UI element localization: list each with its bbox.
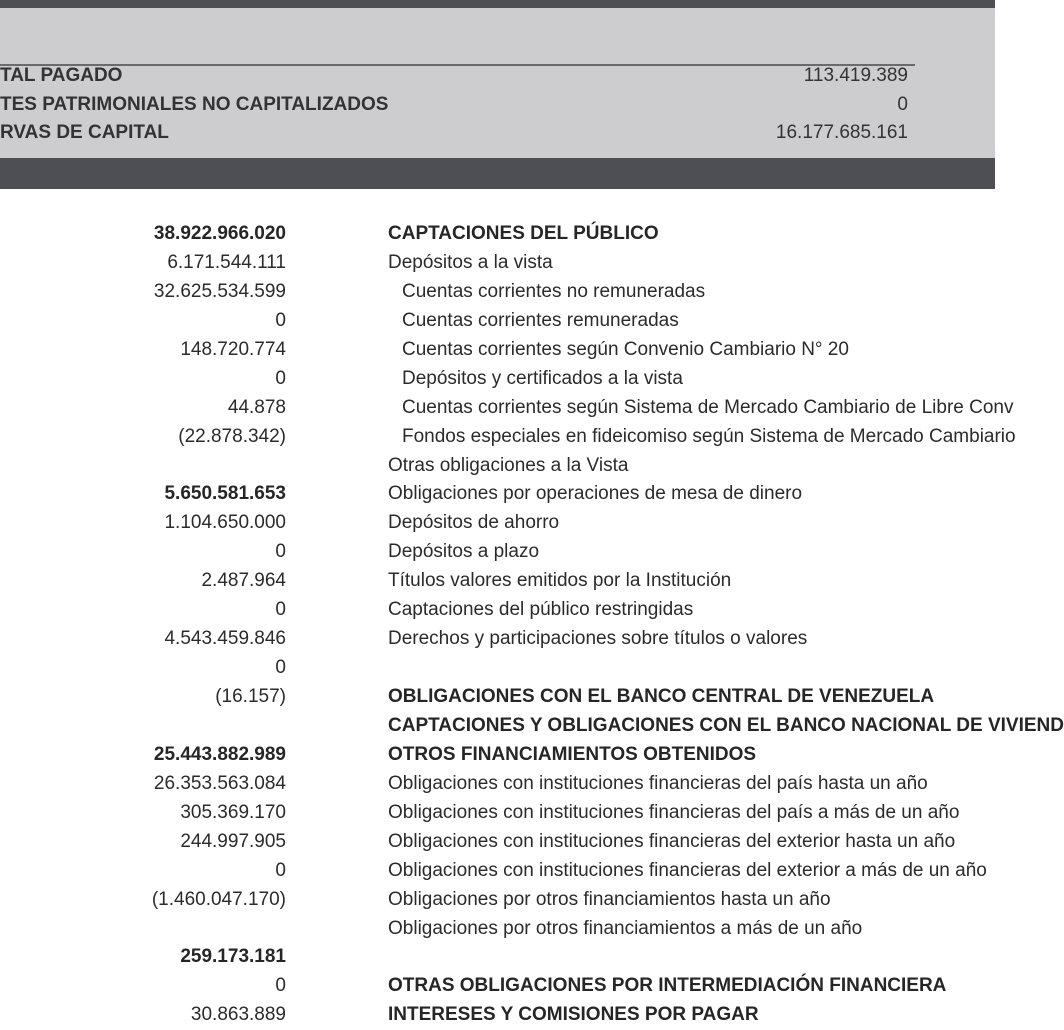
panel-row-label: TAL PAGADO — [0, 65, 123, 86]
account-label: Obligaciones con instituciones financieras del país a más de un año — [388, 801, 960, 823]
amount-cell: 2.487.964 — [201, 570, 286, 592]
amount-cell: 26.353.563.084 — [153, 772, 286, 794]
section-heading: OTRAS OBLIGACIONES POR INTERMEDIACIÓN FINANCIERA — [388, 975, 947, 997]
panel-row-capital-pagado — [0, 65, 995, 93]
amount-cell — [0, 915, 286, 944]
account-label — [388, 943, 995, 972]
section-heading: CAPTACIONES Y OBLIGACIONES CON EL BANCO NACIONAL DE VIVIEND — [388, 714, 1064, 736]
account-label: Depósitos a plazo — [388, 541, 540, 563]
account-label: Cuentas corrientes según Convenio Cambiario N° 20 — [402, 338, 849, 360]
amount-cell: 6.171.544.111 — [167, 251, 286, 273]
amount-cell: (22.878.342) — [178, 425, 286, 447]
account-label: Depósitos de ahorro — [388, 512, 560, 534]
account-label — [388, 654, 995, 683]
account-label: Derechos y participaciones sobre títulos o valores — [388, 628, 808, 650]
amount-cell — [0, 712, 286, 741]
amount-cell: 38.922.966.020 — [153, 223, 286, 244]
amount-cell — [0, 452, 286, 481]
account-label: Obligaciones con instituciones financieras del exterior hasta un año — [388, 830, 956, 852]
account-label: Depósitos a la vista — [388, 251, 553, 273]
amount-cell: 305.369.170 — [180, 801, 286, 823]
amount-cell: 148.720.774 — [180, 338, 286, 360]
amount-cell: 0 — [275, 975, 286, 997]
account-label: Cuentas corrientes remuneradas — [402, 309, 679, 331]
amount-cell: 32.625.534.599 — [153, 280, 286, 302]
amount-cell: 0 — [275, 657, 286, 679]
panel-row-value: 113.419.389 — [803, 65, 908, 86]
amount-cell: 5.650.581.653 — [164, 483, 286, 505]
panel-row-value: 0 — [897, 94, 908, 115]
section-heading: OBLIGACIONES CON EL BANCO CENTRAL DE VENEZUELA — [388, 686, 935, 707]
panel-row-label: TES PATRIMONIALES NO CAPITALIZADOS — [0, 94, 389, 115]
equity-summary-panel — [0, 8, 995, 158]
amount-cell: 1.104.650.000 — [164, 512, 286, 534]
amount-cell: 0 — [275, 309, 286, 331]
panel-row-label: RVAS DE CAPITAL — [0, 122, 169, 143]
amount-cell: (16.157) — [215, 686, 286, 707]
amount-cell: 0 — [275, 367, 286, 389]
amount-cell: (1.460.047.170) — [151, 888, 286, 910]
account-label: Otras obligaciones a la Vista — [388, 454, 629, 476]
panel-row-reservas — [0, 122, 995, 150]
amount-cell: 44.878 — [227, 396, 286, 418]
account-label: Obligaciones con instituciones financieras del país hasta un año — [388, 772, 928, 794]
account-label: Obligaciones por otros financiamientos a más de un año — [388, 917, 863, 939]
account-label: Captaciones del público restringidas — [388, 599, 694, 621]
account-names-column — [388, 220, 1064, 1030]
account-label: Cuentas corrientes según Sistema de Mercado Cambiario de Libre Conv — [402, 396, 1014, 418]
account-label: Títulos valores emitidos por la Institución — [388, 570, 732, 592]
amount-cell: 25.443.882.989 — [153, 743, 286, 765]
account-label: Obligaciones por otros financiamientos hasta un año — [388, 888, 831, 910]
panel-row-value: 16.177.685.161 — [775, 122, 908, 143]
amounts-column — [0, 220, 286, 1030]
amount-cell: 30.863.889 — [190, 1004, 286, 1026]
section-heading: CAPTACIONES DEL PÚBLICO — [388, 223, 659, 244]
amount-cell: 0 — [275, 599, 286, 621]
amount-cell: 0 — [275, 859, 286, 881]
account-label: Cuentas corrientes no remuneradas — [402, 280, 706, 302]
panel-row-aportes — [0, 94, 995, 122]
balance-sheet-body — [0, 220, 1064, 1028]
top-dark-bar — [0, 0, 995, 8]
amount-cell: 0 — [275, 541, 286, 563]
account-label: Obligaciones con instituciones financieras del exterior a más de un año — [388, 859, 987, 881]
section-heading: INTERESES Y COMISIONES POR PAGAR — [388, 1004, 759, 1026]
section-dark-bar — [0, 158, 995, 189]
amount-cell: 244.997.905 — [180, 830, 286, 852]
account-label: Obligaciones por operaciones de mesa de dinero — [388, 483, 803, 505]
account-label: Depósitos y certificados a la vista — [402, 367, 683, 389]
account-label: Fondos especiales en fideicomiso según Sistema de Mercado Cambiario — [402, 425, 1016, 447]
amount-cell: 4.543.459.846 — [164, 628, 286, 650]
amount-cell: 259.173.181 — [180, 946, 286, 968]
section-heading: OTROS FINANCIAMIENTOS OBTENIDOS — [388, 743, 757, 765]
